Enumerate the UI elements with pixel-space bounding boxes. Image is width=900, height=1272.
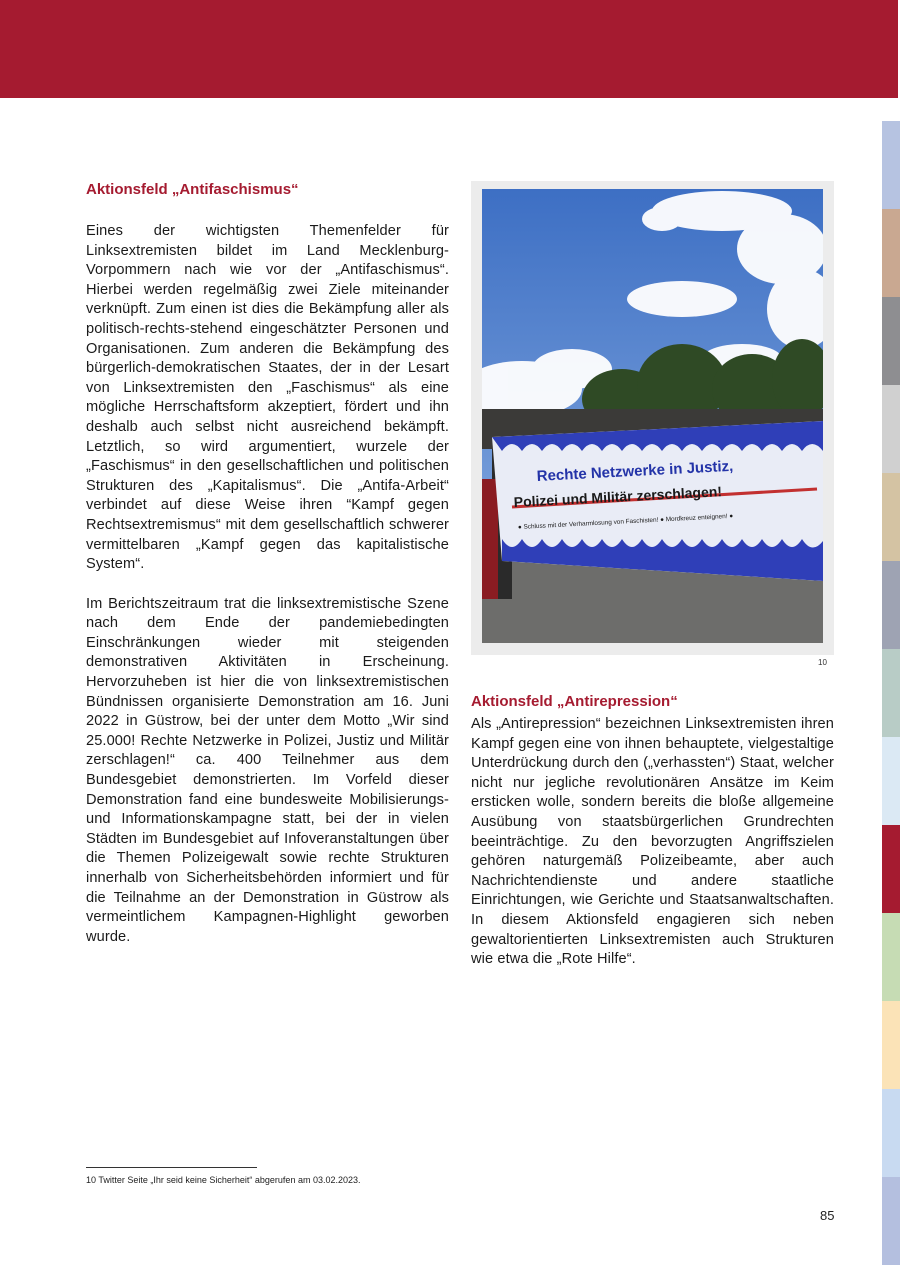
chapter-tab-10 [882, 913, 900, 1001]
chapter-tab-13 [882, 1177, 900, 1265]
demonstration-photo [482, 189, 823, 643]
chapter-tab-12 [882, 1089, 900, 1177]
paragraph-antifaschismus-1: Eines der wichtigsten Themenfelder für Linksextremisten bildet im Land Mecklenburg-Vorpommern nach wie vor der „Antifaschismus“. Hierbei werden regelmäßig zwei Ziele miteinander verknüpft. Zum einen ist dies die Bekämpfung aller als politisch-rechts-stehend eingeschätzter Personen und Organisationen. Zum anderen die Bekämpfung des bürgerlich-demokratischen Staates, der in der Lesart von Linksextremisten den „Faschismus“ als eine mögliche Herrschaftsform akzeptiert, fördert und ihn deshalb auch selbst nicht ausreichend bekämpft. Letztlich, so wird argumentiert, wurzele der „Faschismus“ in den gesellschaftlichen und politischen Strukturen des „Kapitalismus“. Die „Antifa-Arbeit“ verbindet auf diese Weise ihren “Kampf gegen Rechtsextremismus“ mit dem gesellschaftlich schwerer vermittelbaren „Kampf gegen das kapitalistische System“. [86, 223, 449, 573]
chapter-tab-4 [882, 385, 900, 473]
footnote-reference: 10 [818, 658, 827, 667]
left-column [86, 180, 449, 967]
chapter-tab-11 [882, 1001, 900, 1089]
chapter-tab-8 [882, 737, 900, 825]
paragraph-antirepression: Als „Antirepression“ bezeichnen Linksextremisten ihren Kampf gegen eine von ihnen behauptete, vielgestaltige Unterdrückung durch den („verhassten“) Staat, welcher nicht nur jegliche revolutionären Ansätze im Keim ersticken wolle, sondern bereits die bloße allgemeine Ausübung von staatsbürgerlichen Grundrechten beeinträchtige. Zu den bevorzugten Angriffszielen gehören naturgemäß Polizeibeamte, aber auch Nachrichtendienste und andere staatliche Einrichtungen, wie Gerichte und Staatsanwaltschaften. In diesem Aktionsfeld engagieren sich neben gewaltorientierten Linksextremisten auch Strukturen wie etwa die „Rote Hilfe“. [471, 716, 834, 968]
page-number: 85 [820, 1208, 835, 1223]
chapter-tab-5 [882, 473, 900, 561]
right-column [471, 692, 834, 990]
chapter-tabs [882, 121, 900, 1265]
chapter-tab-9-active [882, 825, 900, 913]
banner-line-1: Rechte Netzwerke in Justiz, [536, 457, 734, 485]
section-heading-antifaschismus: Aktionsfeld „Antifaschismus“ [86, 181, 299, 198]
banner-line-2: Polizei und Militär zerschlagen! [513, 483, 723, 510]
footnote: 10 Twitter Seite „Ihr seid keine Sicherheit“ abgerufen am 03.02.2023. [86, 1175, 361, 1185]
banner-line-3: ● Schluss mit der Verharmlosung von Faschisten! ● Mordkreuz enteignen! ● [517, 512, 734, 531]
footnote-divider [86, 1167, 257, 1168]
chapter-tab-3 [882, 297, 900, 385]
chapter-tab-7 [882, 649, 900, 737]
chapter-tab-2 [882, 209, 900, 297]
photo-frame [471, 181, 834, 655]
header-band [0, 0, 898, 98]
chapter-tab-6 [882, 561, 900, 649]
paragraph-antifaschismus-2: Im Berichtszeitraum trat die linksextremistische Szene nach dem Ende der pandemiebedingten Einschränkungen wieder mit steigenden demonstrativen Aktivitäten in Erscheinung. Hervorzuheben ist hier die von linksextremistischen Bündnissen organisierte Demonstration am 16. Juni 2022 in Güstrow, bei der unter dem Motto „Wir sind 25.000! Rechte Netzwerke in Polizei, Justiz und Militär zerschlagen!“ ca. 400 Teilnehmer aus dem Bundesgebiet demonstrierten. Im Vorfeld dieser Demonstration fand eine bundesweite Mobilisierungs- und Informationskampagne statt, bei der in vielen Städten im Bundesgebiet auf Infoveranstaltungen über die Themen Polizeigewalt sowie rechte Strukturen innerhalb von Sicherheitsbehörden informiert und für die Teilnahme an der Demonstration in Güstrow als vermeintlichem Kampagnen-Highlight geworben wurde. [86, 595, 449, 945]
section-heading-antirepression: Aktionsfeld „Antirepression“ [471, 693, 678, 710]
chapter-tab-1 [882, 121, 900, 209]
